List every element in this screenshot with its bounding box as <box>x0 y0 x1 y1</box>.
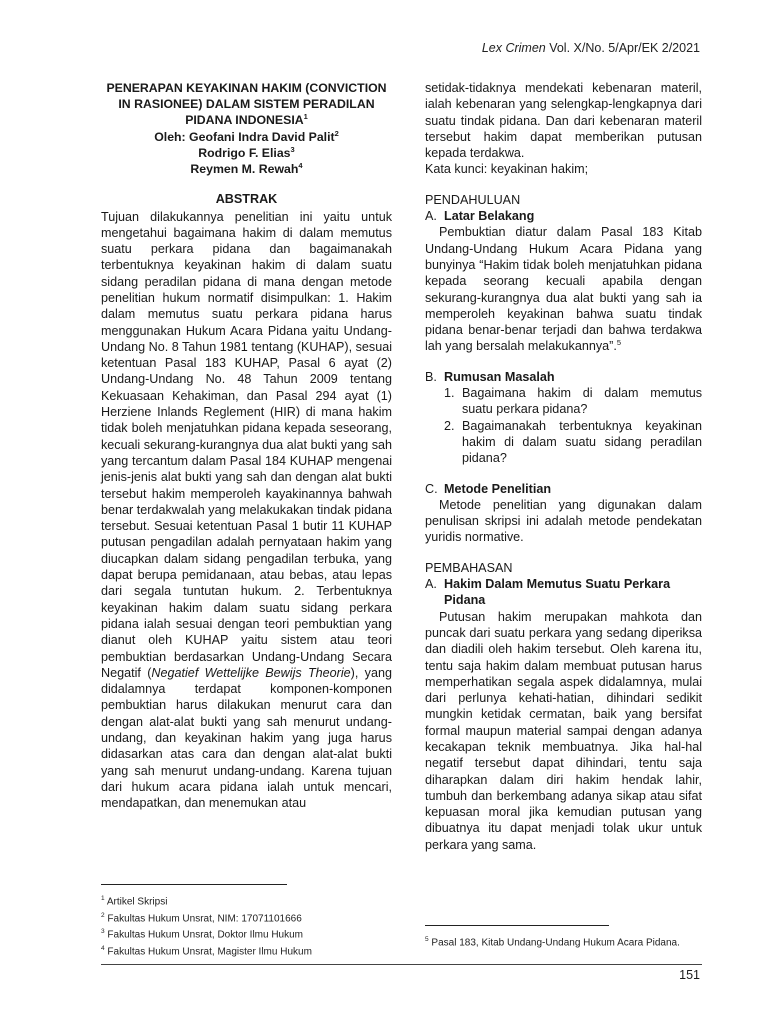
footnote-ref: 2 <box>334 128 339 138</box>
footnote: $^5$ Pasal 183, Kitab Undang-Undang Hukum Acara Pidana. <box>425 936 680 949</box>
right-column <box>425 80 702 853</box>
footnote: $^3$ Fakultas Hukum Unsrat, Doktor Ilmu Hukum <box>101 928 304 941</box>
subsection-hakim-memutus: A. Hakim Dalam Memutus Suatu Perkara Pidana <box>425 577 671 608</box>
pembahasan-heading: PEMBAHASAN <box>425 560 513 575</box>
subsection-latar-belakang: A. Latar Belakang <box>425 209 535 224</box>
footnote-ref: 3 <box>290 144 295 154</box>
footnote-divider-left <box>101 884 287 885</box>
page-bottom-rule <box>101 964 702 965</box>
footnote: $^4$ Fakultas Hukum Unsrat, Magister Ilmu Hukum <box>101 944 312 957</box>
list-item: 2. Bagaimanakah terbentuknya keyakinan hakim di dalam suatu sidang peradilan pidana? <box>444 418 702 466</box>
page-number: 151 <box>679 968 700 982</box>
title-block <box>101 80 392 177</box>
author-3: Reymen M. Rewah$^4$ <box>190 160 303 177</box>
theory-name: Negatief Wettelijke Bewijs Theorie <box>151 665 351 680</box>
running-header <box>482 41 700 55</box>
author-2: Rodrigo F. Elias$^3$ <box>198 144 295 160</box>
article-title: PENERAPAN KEYAKINAN HAKIM (CONVICTION IN RASIONEE) DALAM SISTEM PERADILAN PIDANA INDONESIA$^1$ <box>106 81 387 128</box>
footnote-ref: 4 <box>298 160 303 170</box>
left-column <box>101 80 392 812</box>
latar-belakang-text: Pembuktian diatur dalam Pasal 183 Kitab Undang-Undang Hukum Acara Pidana yang bunyinya “Hakim tidak boleh menjatuhkan pidana kepada seorang kecuali apabila dengan sekurang-kurangnya dua alat bukti yang sah ia memperoleh keyakinan bahwa suatu tindak pidana benar-benar terjadi dan bahwa terdakwa lah yang bersalah melakukannya”.$^5$ <box>425 225 702 354</box>
abstract-continuation: setidak-tidaknya mendekati kebenaran materil, ialah kebenaran yang selengkap-lengkapnya dari suatu tindak pidana. Dan dari kebenaran materil tersebut hakim dapat memberikan putusan kepada terdakwa. <box>425 81 702 161</box>
pendahuluan-heading: PENDAHULUAN <box>425 192 521 207</box>
rumusan-masalah-list <box>425 385 702 466</box>
metode-penelitian-text: Metode penelitian yang digunakan dalam penulisan skripsi ini adalah metode pendekatan yuridis normative. <box>425 497 702 545</box>
footnote-divider-right <box>425 925 609 926</box>
abstract-text: Tujuan dilakukannya penelitian ini yaitu untuk mengetahui bagaimana hakim di dalam memutus suatu perkara pidana dan bagaimanakah terbentuknya keyakinan hakim di dalam suatu sidang peradilan pidana di mana dengan metode penelitian hukum normatif disimpulkan: 1. Hakim dalam memutus suatu perkara pidana harus menggunakan Hukum Acara Pidana yaitu Undang-Undang No. 8 Tahun 1981 tentang (KUHAP), sesuai ketentuan Pasal 183 KUHAP, Pasal 6 ayat (2) Undang-Undang No. 48 Tahun 2009 tentang Kekuasaan Kehakiman, dan Pasal 294 ayat (1) Herziene Inlands Reglement (HIR) di mana hakim tidak boleh menjatuhkan pidana kepada seseorang, kecuali sekurang-kurangnya dua alat bukti yang sah yang tercantum dalam Pasal 184 KUHAP mengenai jenis-jenis alat bukti yang sah dan dengan alat bukti tersebut hakim memperoleh kayakinannya bahwah benar terdakwalah yang melakukakan tindak pidana tersebut. Sesuai ketentuan Pasal 1 butir 11 KUHAP putusan pengadilan adalah pernyataan hakim yang diucapkan dalam sidang pengadilan terbuka, yang dapat berupa pemidanaan, atau bebas, atau lepas dari segala tuntutan hukum. 2. Terbentuknya keyakinan hakim dalam suatu sidang perkara pidana ialah sesuai dengan teori pembuktian yang dianut oleh KUHAP yaitu sistem atau teori pembuktian berdasarkan Undang-Undang Secara Negatif (Negatief Wettelijke Bewijs Theorie), yang didalamnya terdapat komponen-komponen pembuktian harus dilakukan menurut cara dan dengan alat-alat bukti yang sah menurut undang-undang, dan keyakinan hakim yang juga harus didasarkan atas cara dan dengan alat-alat bukti yang sah menurut undang-undang. Karena tujuan dari hukum acara pidana ialah untuk mencari, mendapatkan, dan menemukan atau <box>101 209 393 811</box>
footnote-ref: 5 <box>616 338 621 348</box>
list-item: 1. Bagaimana hakim di dalam memutus suatu perkara pidana? <box>444 386 702 417</box>
subsection-rumusan-masalah: B. Rumusan Masalah <box>425 369 555 384</box>
by-line: Oleh: Geofani Indra David Palit$^2$ <box>154 128 339 144</box>
journal-issue: Vol. X/No. 5/Apr/EK 2/2021 <box>545 41 700 55</box>
footnotes-right <box>425 933 710 950</box>
footnote-ref: 1 <box>303 112 308 122</box>
pembahasan-text: Putusan hakim merupakan mahkota dan puncak dari suatu perkara yang sedang diperiksa dan diadili oleh hakim tersebut. Oleh karena itu, tentu saja hakim dalam membuat putusan harus memperhatikan segala aspek didalamnya, mulai dari perlunya kehati-hatian, dihindari sedikit mungkin ketidak cermatan, baik yang bersifat formal maupun material sampai dengan adanya kecakapan teknik membuatnya. Jika hal-hal negatif tersebut dapat dihindari, tentu saja diharapkan dalam diri hakim hendak lahir, tumbuh dan berkembang adanya sikap atau sifat kepuasan moral jika kemudian putusan yang dibuatnya itu dapat menjadi tolak ukur untuk perkara yang sama. <box>425 609 702 852</box>
subsection-metode-penelitian: C. Metode Penelitian <box>425 481 552 496</box>
abstract-heading: ABSTRAK <box>215 192 278 207</box>
footnote: $^2$ Fakultas Hukum Unsrat, NIM: 17071101666 <box>101 911 302 924</box>
footnote: $^1$ Artikel Skripsi <box>101 895 168 908</box>
footnotes-left <box>101 892 401 958</box>
keywords: Kata kunci: keyakinan hakim; <box>425 162 589 177</box>
journal-name: Lex Crimen <box>481 41 546 55</box>
